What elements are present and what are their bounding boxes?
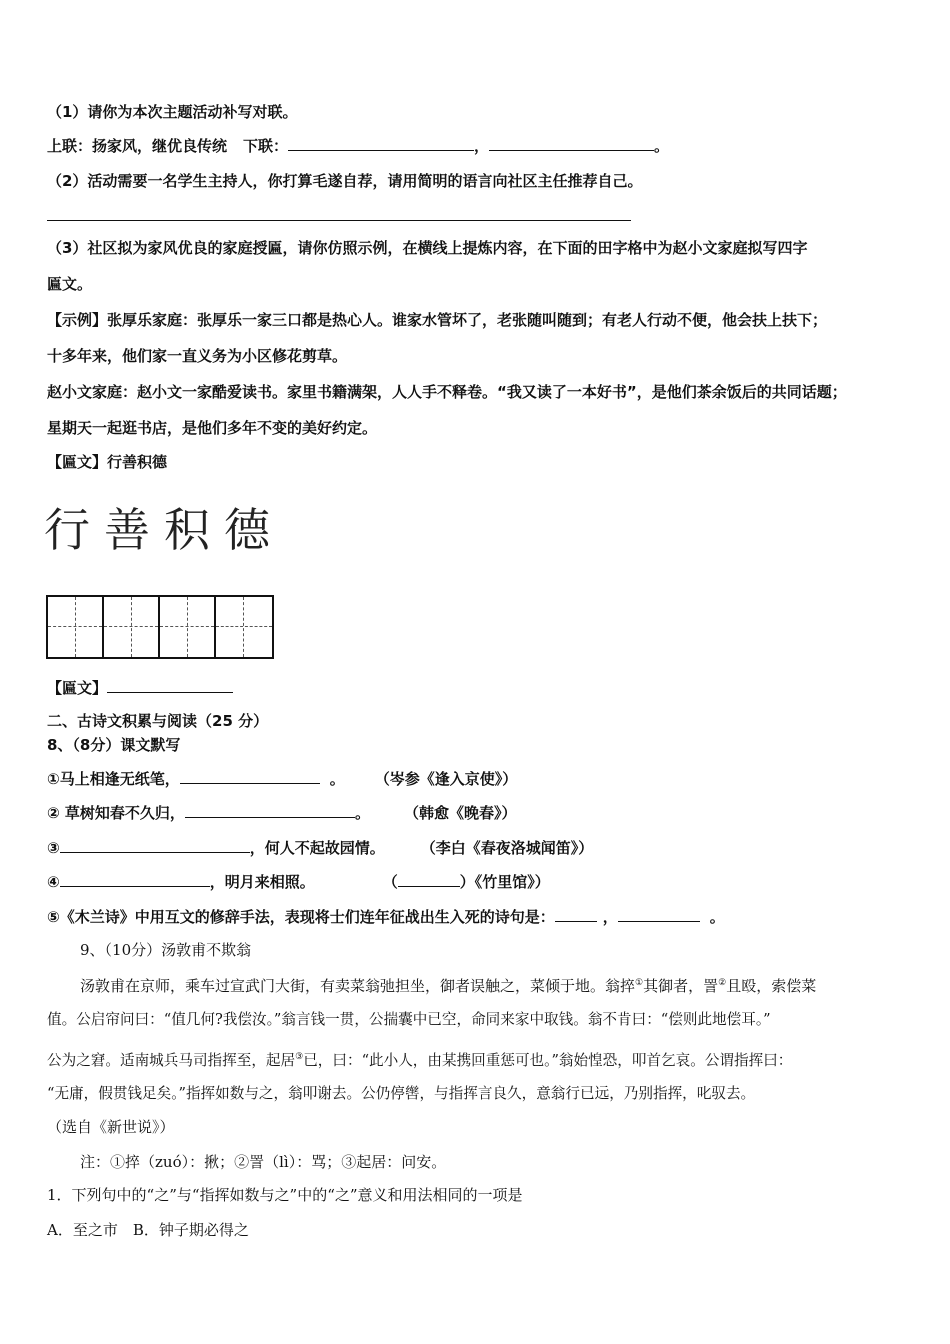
grid-cell[interactable] xyxy=(48,597,104,657)
grid-cell[interactable] xyxy=(216,597,272,657)
q8-blank-1[interactable] xyxy=(180,768,320,784)
tianzige-grid xyxy=(46,595,274,659)
q8-item1: ①马上相逢无纸笔， 。 （岑参《逢入京使》） xyxy=(47,770,518,788)
q8-blank-4[interactable] xyxy=(60,871,210,887)
mcq-question: 1．下列句中的“之”与“指挥如数与之”中的“之”意义和用法相同的一项是 xyxy=(47,1186,523,1204)
q9-source: （选自《新世说》） xyxy=(47,1118,175,1136)
q1-blank-1[interactable] xyxy=(288,135,474,151)
q9-passage-line4: “无庸，假贯钱足矣。”指挥如数与之，翁叩谢去。公仍停辔，与指挥言良久，意翁行已远，乃别指挥，叱驭去。 xyxy=(47,1085,756,1102)
q8-item2: ② 草树知春不久归， 。 （韩愈《晚春》） xyxy=(47,804,517,822)
q8-blank-author[interactable] xyxy=(398,871,460,887)
q9-title: 9、（10分）汤敦甫不欺翁 xyxy=(80,941,252,959)
q8-item4: ④ ，明月来相照。 （ ）《竹里馆》） xyxy=(47,873,550,891)
q8-item3: ③ ，何人不起故园情。 （李白《春夜洛城闻笛》） xyxy=(47,839,594,857)
q3-prompt-line2: 匾文。 xyxy=(47,275,93,293)
q3-zhao-line1: 赵小文家庭：赵小文一家酷爱读书。家里书籍满架，人人手不释卷。“我又读了一本好书”，是他们茶余饭后的共同话题； xyxy=(47,383,847,401)
q9-passage-line2: 值。公启帘问曰：“值几何?我偿汝。”翁言钱一贯，公揣囊中已空，命同来家中取钱。翁不肯曰：“偿则此地偿耳。” xyxy=(47,1011,771,1028)
q3-plaque-label: 【匾文】行善积德 xyxy=(47,453,168,471)
q9-note: 注：①捽（zuó）：揪；②詈（lì）：骂；③起居：问安。 xyxy=(80,1153,447,1171)
q3-answer-blank[interactable] xyxy=(107,677,233,693)
q1-couplet-line: 上联：扬家风，继优良传统 下联： ， 。 xyxy=(47,137,670,155)
q8-blank-5a[interactable] xyxy=(555,906,597,922)
q1-upper-couplet: 上联：扬家风，继优良传统 xyxy=(47,137,228,155)
q3-zhao-line2: 星期天一起逛书店，是他们多年不变的美好约定。 xyxy=(47,419,378,437)
q2-prompt: （2）活动需要一名学生主持人，你打算毛遂自荐，请用简明的语言向社区主任推荐自己。 xyxy=(47,172,643,190)
mcq-options[interactable]: A．至之市 B．钟子期必得之 xyxy=(47,1221,249,1239)
q1-prompt: （1）请你为本次主题活动补写对联。 xyxy=(47,103,298,121)
q3-example-line1: 【示例】张厚乐家庭：张厚乐一家三口都是热心人。谁家水管坏了，老张随叫随到；有老人行动不便，他会扶上扶下； xyxy=(47,311,828,329)
q9-passage-line1: 汤敦甫在京师，乘车过宣武门大街，有卖菜翁弛担坐，御者误触之，菜倾于地。翁捽①其御者，詈②且殴，索偿菜 xyxy=(80,977,817,995)
q8-blank-5b[interactable] xyxy=(618,906,700,922)
q1-blank-2[interactable] xyxy=(489,135,654,151)
q3-answer-line: 【匾文】 xyxy=(47,677,233,699)
grid-cell[interactable] xyxy=(104,597,160,657)
q8-blank-3[interactable] xyxy=(60,837,250,853)
q3-example-line2: 十多年来，他们家一直义务为小区修花剪草。 xyxy=(47,347,348,365)
grid-cell[interactable] xyxy=(160,597,216,657)
q2-answer-line[interactable] xyxy=(47,220,631,221)
q3-prompt-line1: （3）社区拟为家风优良的家庭授匾，请你仿照示例，在横线上提炼内容，在下面的田字格中为赵小文家庭拟写四字 xyxy=(47,239,808,257)
section2-heading: 二、古诗文积累与阅读（25 分） xyxy=(47,712,269,730)
q8-title: 8、（8分）课文默写 xyxy=(47,736,181,754)
q1-lower-label: 下联： xyxy=(243,137,289,155)
plaque-large-text: 行善积德 xyxy=(44,503,284,557)
q8-item5: ⑤《木兰诗》中用互文的修辞手法，表现将士们连年征战出生入死的诗句是： ， 。 xyxy=(47,908,725,926)
q9-passage-line3: 公为之窘。适南城兵马司指挥至，起居③已，曰：“此小人，由某携回重惩可也。”翁始惶恐，叩首乞哀。公谓指挥曰： xyxy=(47,1051,793,1069)
q8-blank-2[interactable] xyxy=(185,802,355,818)
